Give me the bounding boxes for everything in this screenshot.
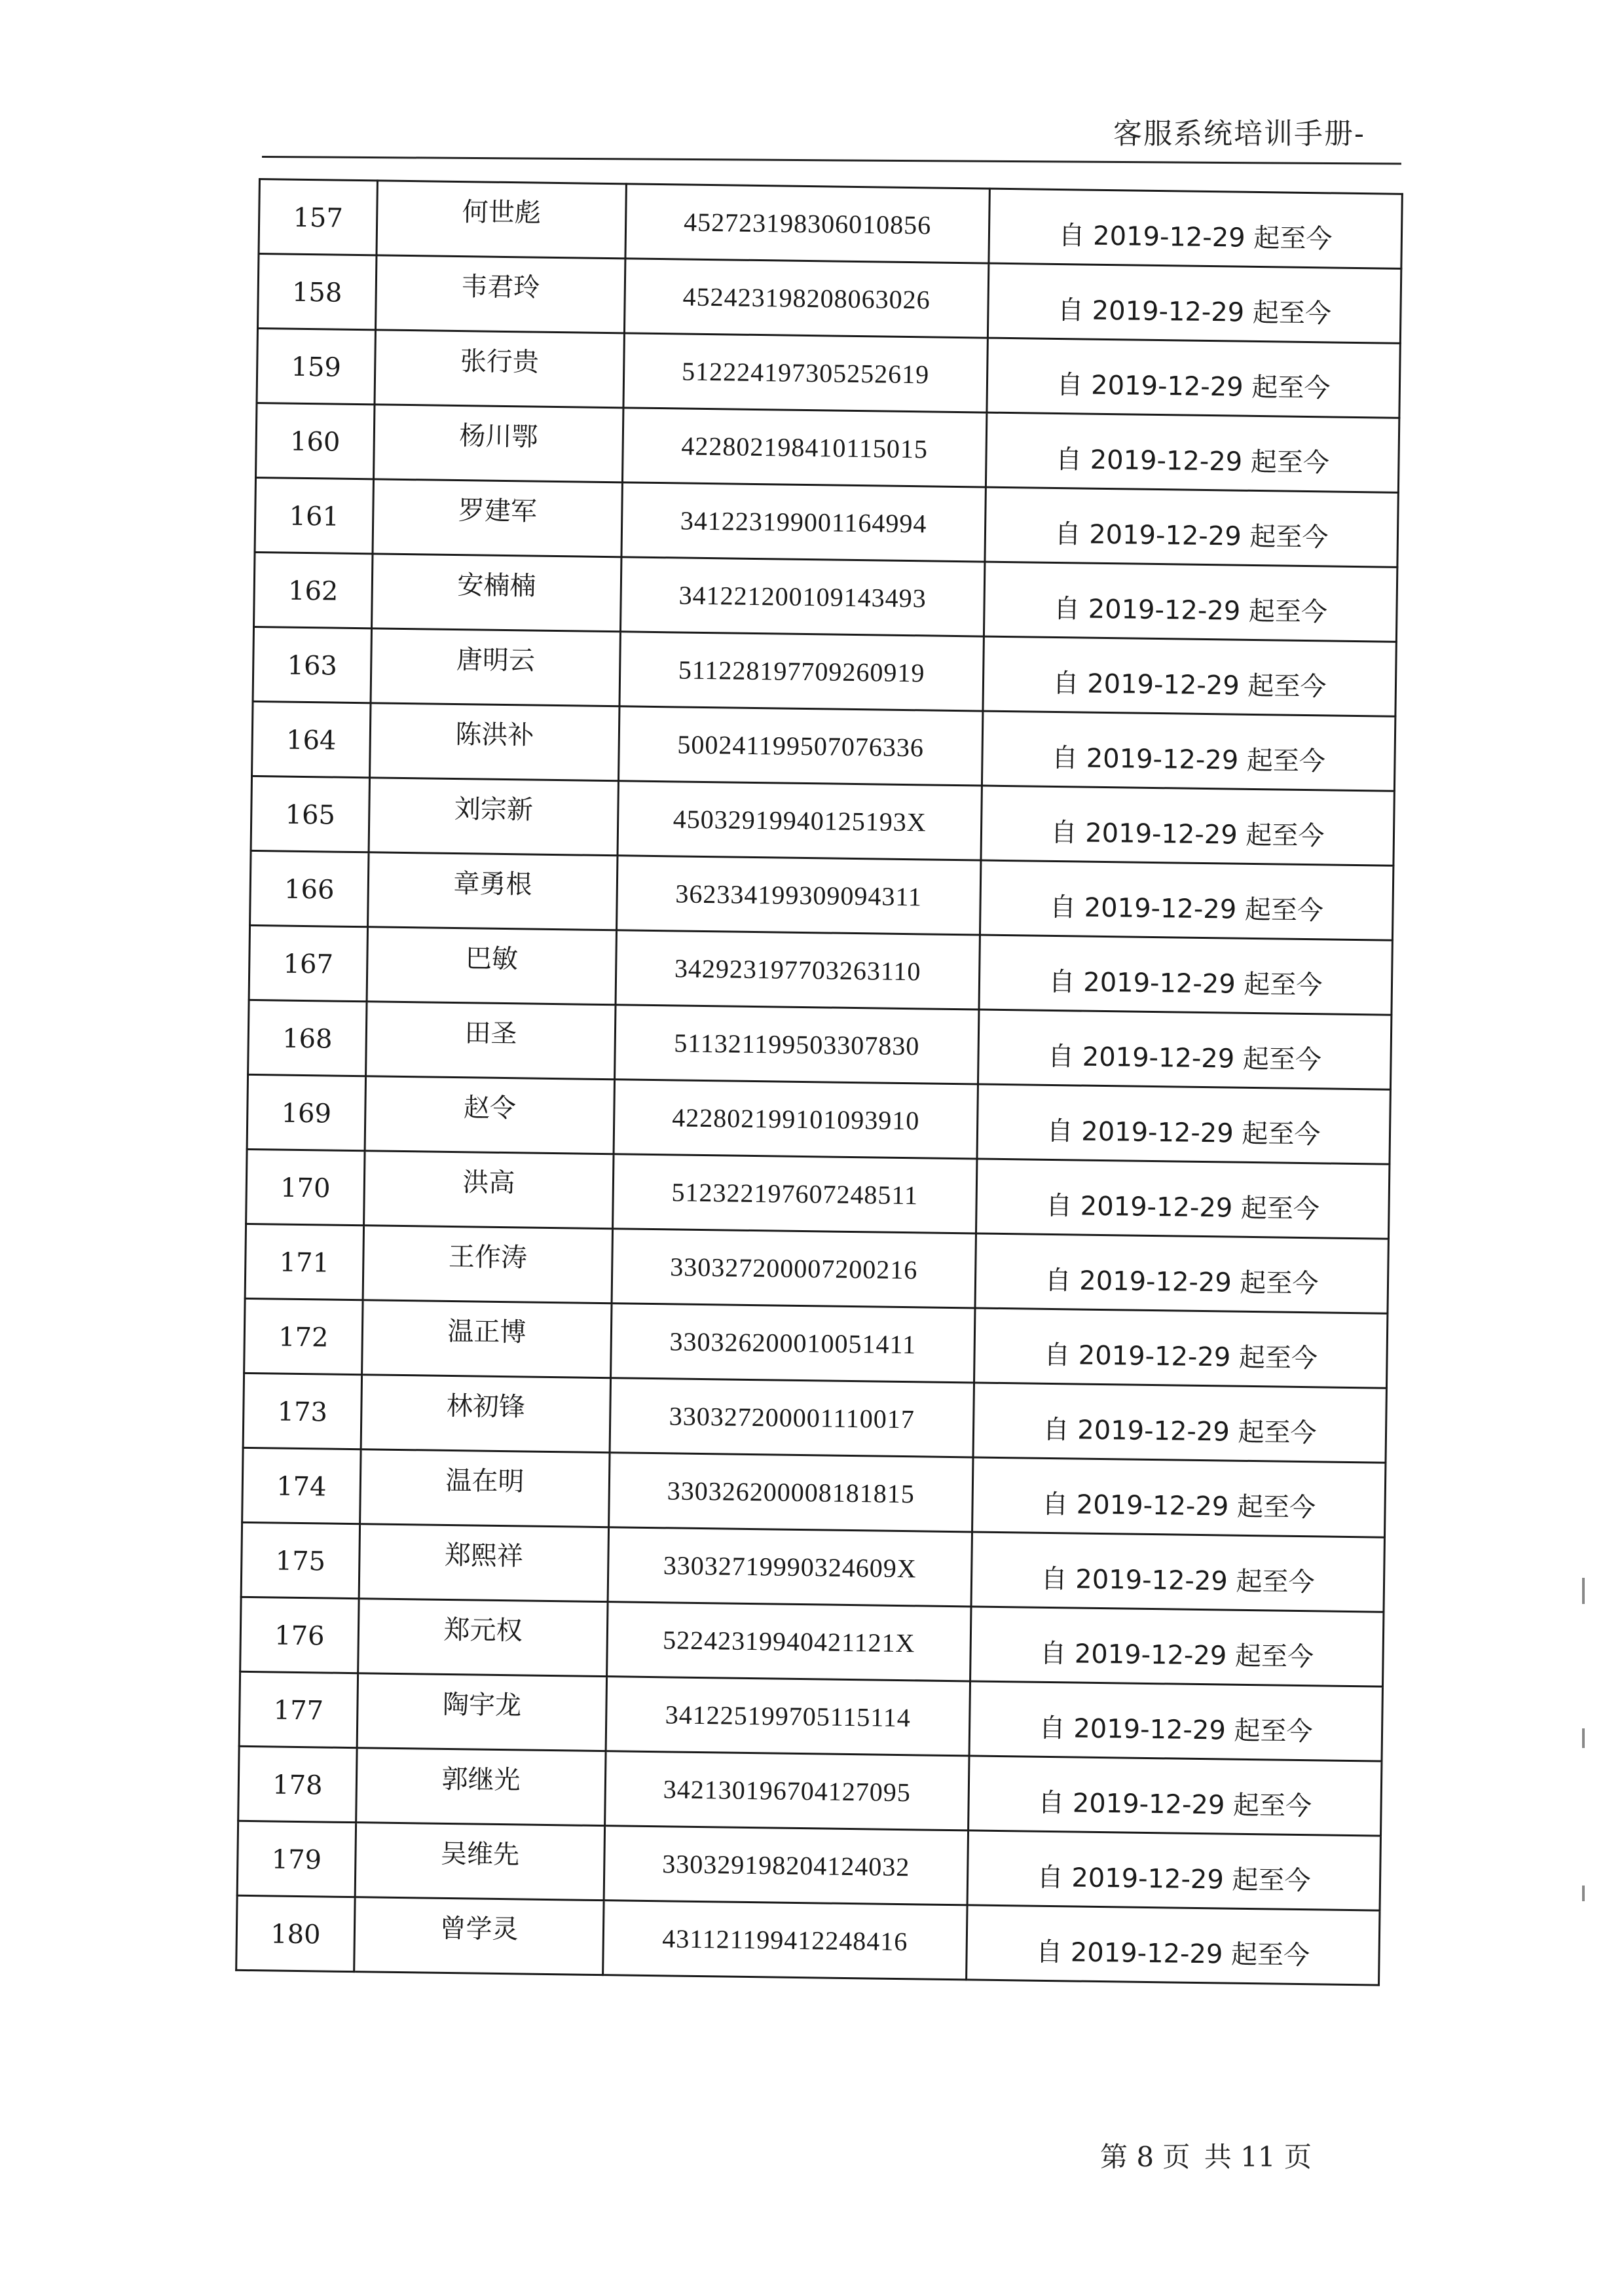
person-name-text: 张行贵 <box>460 346 540 378</box>
id-number-text: 330327200001110017 <box>669 1401 915 1434</box>
id-number-text: 341223199001164994 <box>680 505 927 539</box>
row-index-cell <box>247 1074 365 1150</box>
service-period-text: 自 2019-12-29 起至今 <box>1035 1937 1310 1971</box>
service-period-cell <box>987 338 1400 418</box>
person-name-text: 杨川鄂 <box>459 421 538 452</box>
service-period-text: 自 2019-12-29 起至今 <box>1044 1265 1319 1300</box>
row-index-cell <box>241 1522 360 1598</box>
person-name-text: 王作涛 <box>448 1241 528 1273</box>
service-period-cell <box>969 1681 1382 1761</box>
person-name-text: 罗建军 <box>458 496 538 527</box>
service-period-cell <box>987 263 1401 343</box>
header-rule <box>262 156 1401 165</box>
id-number-text: 512224197305252619 <box>681 356 930 390</box>
id-number-text: 342130196704127095 <box>663 1774 912 1808</box>
person-name-text: 田圣 <box>464 1018 517 1049</box>
service-period-text: 自 2019-12-29 起至今 <box>1055 444 1330 479</box>
id-number-cell <box>603 1901 967 1980</box>
roster-table-body <box>236 179 1403 1986</box>
table-row <box>257 254 1401 344</box>
service-period-text: 自 2019-12-29 起至今 <box>1048 966 1323 1001</box>
person-name-cell <box>377 181 626 259</box>
row-index-cell <box>245 1224 363 1300</box>
row-index-text: 170 <box>280 1173 331 1204</box>
person-name-cell <box>360 1449 610 1527</box>
row-index-text: 174 <box>276 1471 327 1503</box>
service-period-cell <box>980 860 1393 940</box>
person-name-cell <box>357 1673 606 1751</box>
service-period-cell <box>969 1756 1382 1836</box>
table-row <box>248 1000 1392 1089</box>
table-row <box>252 701 1395 791</box>
document-header-title: 客服系统培训手册- <box>1113 117 1365 151</box>
service-period-text: 自 2019-12-29 起至今 <box>1047 1041 1322 1076</box>
id-number-text: 512322197607248511 <box>671 1177 919 1211</box>
person-name-text: 陈洪补 <box>455 720 534 751</box>
table-row <box>243 1373 1386 1463</box>
person-name-text: 吴维先 <box>440 1838 520 1870</box>
person-name-cell <box>365 1076 614 1154</box>
row-index-text: 166 <box>284 874 335 905</box>
page-footer <box>1100 2136 1362 2175</box>
id-number-text: 452723198306010856 <box>683 207 932 240</box>
service-period-cell <box>983 636 1396 716</box>
table-row <box>239 1671 1382 1761</box>
table-row <box>256 403 1399 492</box>
table-row <box>251 776 1394 866</box>
service-period-cell <box>973 1383 1386 1463</box>
person-name-cell <box>373 479 622 557</box>
id-number-text: 45032919940125193X <box>673 804 927 837</box>
service-period-cell <box>985 487 1398 567</box>
row-index-cell <box>237 1821 356 1897</box>
id-number-cell <box>618 781 982 860</box>
service-period-text: 自 2019-12-29 起至今 <box>1041 1563 1315 1598</box>
table-row <box>255 477 1398 567</box>
id-number-cell <box>622 408 986 487</box>
id-number-cell <box>611 1303 975 1383</box>
person-name-cell <box>366 1002 616 1080</box>
row-index-cell <box>244 1298 363 1374</box>
id-number-text: 33032719990324609X <box>663 1550 917 1584</box>
person-name-cell <box>358 1599 608 1677</box>
service-period-text: 自 2019-12-29 起至今 <box>1054 519 1329 553</box>
scan-artifact-mark <box>1582 1728 1585 1748</box>
row-index-cell <box>257 254 376 330</box>
person-name-text: 巴敏 <box>465 943 519 975</box>
table-row <box>249 925 1392 1015</box>
table-row <box>242 1448 1386 1537</box>
row-index-cell <box>236 1895 355 1971</box>
service-period-text: 自 2019-12-29 起至今 <box>1051 742 1326 777</box>
id-number-cell <box>609 1453 973 1532</box>
table-row <box>253 627 1396 716</box>
id-number-cell <box>614 1080 978 1159</box>
row-index-cell <box>240 1597 359 1673</box>
row-index-cell <box>251 776 369 852</box>
person-name-text: 温在明 <box>445 1465 525 1497</box>
service-period-cell <box>974 1308 1388 1388</box>
row-index-text: 180 <box>270 1918 321 1950</box>
row-index-cell <box>249 925 367 1001</box>
table-row <box>241 1522 1384 1612</box>
person-name-text: 唐明云 <box>456 645 536 676</box>
service-period-cell <box>970 1607 1384 1686</box>
table-row <box>259 179 1402 269</box>
service-period-text: 自 2019-12-29 起至今 <box>1041 1489 1316 1523</box>
id-number-cell <box>608 1527 972 1607</box>
row-index-text: 169 <box>281 1098 332 1129</box>
row-index-text: 162 <box>287 575 339 607</box>
person-name-text: 洪高 <box>462 1167 515 1199</box>
row-index-text: 163 <box>287 650 338 682</box>
row-index-cell <box>253 627 371 702</box>
id-number-cell <box>612 1229 976 1308</box>
service-period-text: 自 2019-12-29 起至今 <box>1053 593 1328 628</box>
id-number-cell <box>618 706 982 786</box>
person-name-cell <box>369 778 618 856</box>
row-index-cell <box>250 850 369 926</box>
person-name-text: 刘宗新 <box>454 793 534 826</box>
row-index-cell <box>252 701 371 777</box>
service-period-text: 自 2019-12-29 起至今 <box>1052 668 1327 702</box>
row-index-cell <box>255 477 373 553</box>
table-row <box>245 1224 1388 1313</box>
service-period-cell <box>982 711 1395 791</box>
id-number-text: 330327200007200216 <box>669 1252 918 1285</box>
service-period-text: 自 2019-12-29 起至今 <box>1049 892 1324 926</box>
id-number-text: 431121199412248416 <box>662 1923 908 1957</box>
id-number-cell <box>613 1154 977 1233</box>
id-number-text: 341221200109143493 <box>678 580 927 613</box>
id-number-text: 511228197709260919 <box>678 655 925 688</box>
service-period-cell <box>975 1233 1388 1313</box>
row-index-text: 176 <box>274 1620 325 1652</box>
id-number-cell <box>606 1677 970 1756</box>
row-index-text: 172 <box>278 1322 329 1353</box>
id-number-text: 52242319940421121X <box>662 1625 915 1658</box>
service-period-text: 自 2019-12-29 起至今 <box>1045 1190 1320 1225</box>
id-number-cell <box>615 1005 979 1084</box>
table-row <box>238 1746 1382 1836</box>
row-index-cell <box>243 1373 361 1449</box>
id-number-text: 342923197703263110 <box>674 953 921 987</box>
table-row <box>254 552 1397 642</box>
person-name-text: 章勇根 <box>453 868 532 900</box>
table-row <box>247 1074 1390 1164</box>
row-index-text: 178 <box>272 1769 323 1800</box>
table-row <box>257 328 1400 418</box>
roster-table <box>235 178 1403 1986</box>
service-period-text: 自 2019-12-29 起至今 <box>1039 1713 1313 1747</box>
row-index-cell <box>256 403 375 479</box>
service-period-text: 自 2019-12-29 起至今 <box>1056 369 1331 404</box>
person-name-cell <box>375 255 625 333</box>
service-period-cell <box>971 1532 1384 1612</box>
service-period-cell <box>967 1905 1380 1985</box>
scan-artifact-mark <box>1582 1886 1585 1901</box>
service-period-cell <box>981 786 1394 866</box>
row-index-text: 179 <box>271 1844 322 1875</box>
person-name-cell <box>371 629 620 706</box>
table-row <box>250 850 1393 940</box>
person-name-text: 韦君玲 <box>461 272 540 303</box>
service-period-text: 自 2019-12-29 起至今 <box>1046 1116 1321 1150</box>
person-name-text: 赵令 <box>463 1093 517 1124</box>
person-name-cell <box>356 1748 606 1826</box>
person-name-text: 郑熙祥 <box>444 1540 524 1572</box>
id-number-cell <box>619 632 984 711</box>
id-number-cell <box>610 1378 974 1457</box>
roster-table-wrapper <box>235 178 1401 1986</box>
row-index-text: 167 <box>283 949 334 980</box>
id-number-cell <box>607 1602 971 1681</box>
service-period-text: 自 2019-12-29 起至今 <box>1037 1862 1311 1897</box>
person-name-text: 安楠楠 <box>457 570 536 602</box>
row-index-cell <box>257 328 375 404</box>
person-name-cell <box>363 1226 612 1303</box>
id-number-text: 330326200010051411 <box>669 1326 917 1360</box>
table-row <box>237 1821 1380 1910</box>
service-period-cell <box>989 189 1402 268</box>
id-number-text: 362334199309094311 <box>675 879 923 912</box>
service-period-cell <box>978 1010 1391 1089</box>
person-name-text: 郭继光 <box>441 1764 521 1796</box>
service-period-cell <box>979 935 1392 1015</box>
row-index-cell <box>238 1746 357 1822</box>
person-name-cell <box>373 405 623 483</box>
id-number-cell <box>617 856 981 935</box>
service-period-text: 自 2019-12-29 起至今 <box>1043 1414 1317 1449</box>
row-index-text: 161 <box>289 501 340 532</box>
row-index-text: 165 <box>285 799 336 831</box>
page-total: 共 11 页 <box>1204 2141 1312 2173</box>
table-row <box>236 1895 1380 1985</box>
id-number-text: 330326200008181815 <box>667 1476 915 1509</box>
id-number-cell <box>620 557 984 636</box>
service-period-text: 自 2019-12-29 起至今 <box>1039 1638 1314 1673</box>
id-number-text: 452423198208063026 <box>682 282 931 315</box>
table-row <box>244 1298 1388 1388</box>
person-name-cell <box>361 1375 610 1453</box>
person-name-text: 林初锋 <box>446 1391 526 1423</box>
id-number-cell <box>625 184 989 263</box>
service-period-text: 自 2019-12-29 起至今 <box>1043 1339 1318 1374</box>
page-number: 第 8 页 <box>1100 2141 1190 2173</box>
person-name-cell <box>364 1151 614 1229</box>
row-index-text: 157 <box>293 202 344 234</box>
person-name-cell <box>375 330 624 408</box>
id-number-cell <box>621 483 986 562</box>
person-name-cell <box>368 852 618 930</box>
service-period-cell <box>976 1159 1389 1239</box>
id-number-text: 500241199507076336 <box>677 729 925 763</box>
id-number-text: 511321199503307830 <box>673 1028 920 1061</box>
row-index-text: 168 <box>282 1023 333 1055</box>
person-name-cell <box>359 1524 608 1602</box>
row-index-text: 177 <box>273 1694 324 1726</box>
row-index-text: 171 <box>279 1247 330 1279</box>
row-index-text: 164 <box>286 725 337 756</box>
service-period-text: 自 2019-12-29 起至今 <box>1037 1787 1312 1822</box>
row-index-cell <box>246 1149 365 1225</box>
person-name-cell <box>354 1897 604 1975</box>
row-index-text: 173 <box>277 1396 328 1428</box>
id-number-text: 422802199101093910 <box>671 1102 920 1136</box>
id-number-cell <box>616 930 980 1010</box>
row-index-cell <box>242 1448 361 1523</box>
id-number-cell <box>605 1751 969 1831</box>
row-index-cell <box>248 1000 367 1076</box>
scan-artifact-mark <box>1582 1578 1585 1604</box>
person-name-cell <box>355 1823 604 1901</box>
person-name-cell <box>372 554 621 632</box>
person-name-text: 陶宇龙 <box>442 1689 522 1721</box>
service-period-cell <box>967 1831 1380 1910</box>
id-number-cell <box>624 259 988 338</box>
person-name-text: 温正博 <box>447 1316 526 1348</box>
row-index-text: 158 <box>291 277 342 308</box>
table-row <box>240 1597 1384 1686</box>
service-period-cell <box>972 1457 1386 1537</box>
row-index-cell <box>254 552 373 628</box>
row-index-text: 160 <box>289 426 341 458</box>
row-index-cell <box>239 1671 358 1747</box>
table-row <box>246 1149 1390 1239</box>
row-index-text: 159 <box>291 352 342 383</box>
id-number-text: 341225199705115114 <box>665 1700 912 1733</box>
id-number-text: 330329198204124032 <box>662 1849 910 1882</box>
person-name-cell <box>362 1300 612 1378</box>
id-number-cell <box>604 1826 968 1905</box>
id-number-text: 422802198410115015 <box>681 431 929 464</box>
person-name-cell <box>370 703 619 781</box>
person-name-text: 何世彪 <box>462 197 542 228</box>
person-name-cell <box>367 927 616 1005</box>
id-number-cell <box>623 333 987 412</box>
service-period-text: 自 2019-12-29 起至今 <box>1050 817 1325 852</box>
service-period-text: 自 2019-12-29 起至今 <box>1057 295 1332 329</box>
person-name-text: 曾学灵 <box>439 1913 519 1945</box>
service-period-text: 自 2019-12-29 起至今 <box>1058 220 1333 255</box>
service-period-cell <box>984 562 1397 642</box>
person-name-text: 郑元权 <box>443 1614 523 1647</box>
row-index-text: 175 <box>275 1546 326 1577</box>
service-period-cell <box>986 412 1399 492</box>
service-period-cell <box>977 1084 1390 1164</box>
row-index-cell <box>259 179 377 255</box>
